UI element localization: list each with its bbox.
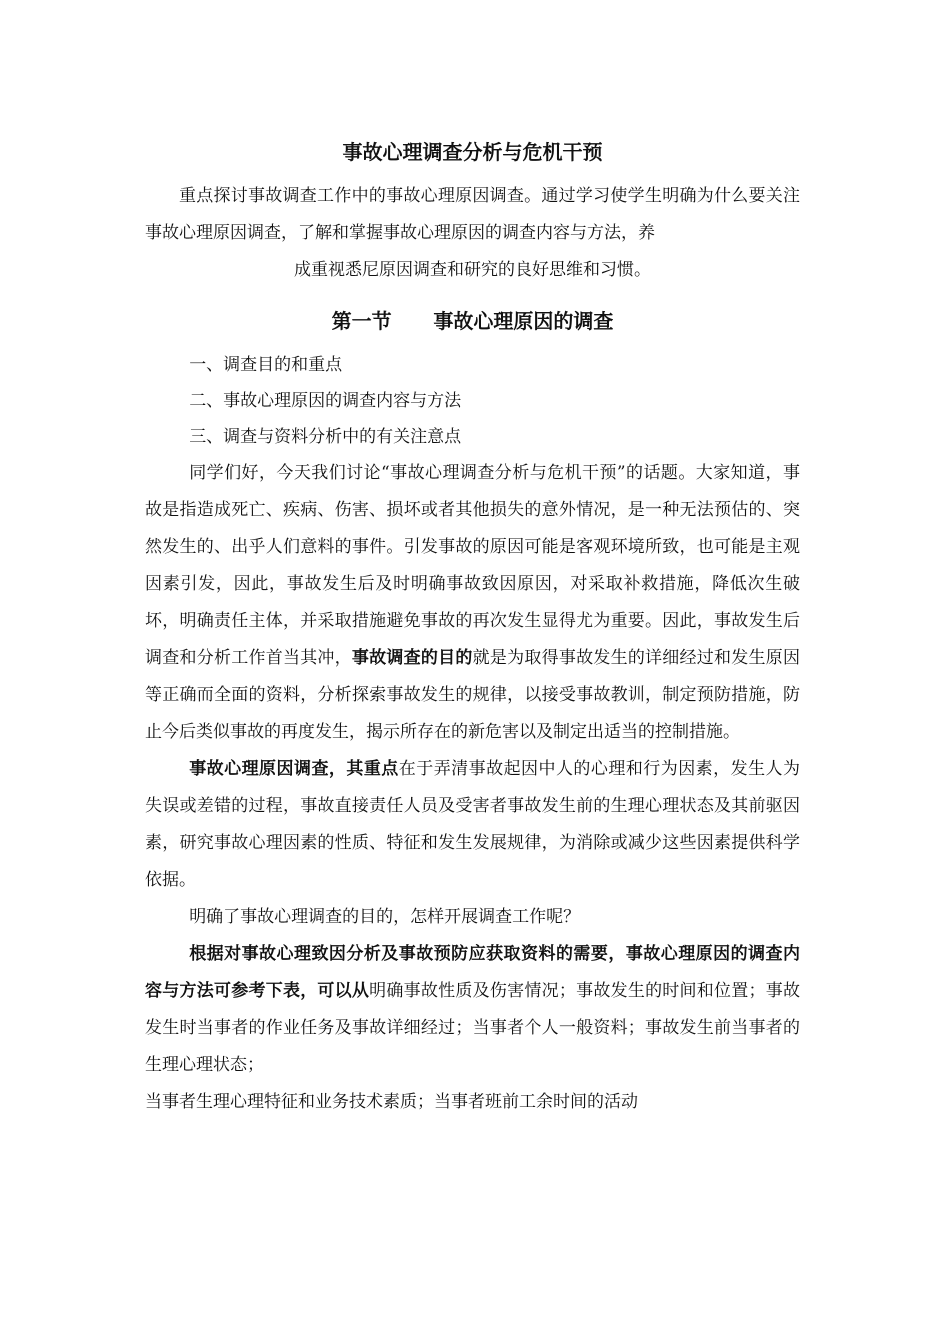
document-page xyxy=(145,132,800,1121)
intro-bold-term: 事故调查的目的 xyxy=(351,648,473,668)
method-rest: 明确事故性质及伤害情况；事故发生的时间和位置；事故发生时当事者的作业任务及事故详细经过；当事者个人一般资料；事故发生前当事者的生理心理状态； xyxy=(145,981,801,1075)
outline-item: 一、调查目的和重点 xyxy=(189,355,343,375)
focus-rest: 在于弄清事故起因中人的心理和行为因素，发生人为失误或差错的过程，事故直接责任人员及受害者事故发生前的生理心理状态及其前驱因素，研究事故心理因素的性质、特征和发生发展规律，为消除或减少这些因素提供科学依据。 xyxy=(145,759,801,890)
section-title: 第一节 事故心理原因的调查 xyxy=(331,309,614,333)
method-bold-term: 根据对事故心理致因分析及事故预防应获取资料的需要，事故心理原因的调查内容与方法可参考下表，可以从 xyxy=(145,944,800,1001)
body-paragraph-continuation: 当事者生理心理特征和业务技术素质；当事者班前工余时间的活动 xyxy=(145,1092,638,1112)
focus-bold-term: 事故心理原因调查，其重点 xyxy=(189,759,399,779)
section-outline xyxy=(145,347,800,455)
document-title: 事故心理调查分析与危机干预 xyxy=(342,140,603,164)
intro-text: 同学们好，今天我们讨论“事故心理调查分析与危机干预”的话题。大家知道，事故是指造成死亡、疾病、伤害、损坏或者其他损失的意外情况，是一种无法预估的、突然发生的、出乎人们意料的事件。引发事故的原因可能是客观环境所致，也可能是主观因素引发，因此，事故发生后及时明确事故致因原因，对采取补救措施，降低次生破坏，明确责任主体，并采取措施避免事故的再次发生显得尤为重要。因此，事故发生后调查和分析工作首当其冲， xyxy=(145,463,800,668)
abstract-paragraph xyxy=(145,172,800,289)
abstract-tail: 成重视悉尼原因调查和研究的良好思维和习惯。 xyxy=(294,260,651,280)
outline-item: 三、调查与资料分析中的有关注意点 xyxy=(189,427,462,447)
intro-rest: 就是为取得事故发生的详细经过和发生原因等正确而全面的资料，分析探索事故发生的规律，以接受事故教训，制定预防措施，防止今后类似事故的再度发生，揭示所存在的新危害以及制定出适当的控制措施。 xyxy=(145,648,801,742)
body-paragraph-intro xyxy=(145,455,800,751)
body-paragraph-method xyxy=(145,936,800,1084)
outline-item: 二、事故心理原因的调查内容与方法 xyxy=(189,391,462,411)
abstract-main: 重点探讨事故调查工作中的事故心理原因调查。通过学习使学生明确为什么要关注事故心理原因调查，了解和掌握事故心理原因的调查内容与方法，养 xyxy=(145,186,800,243)
body-paragraph-question: 明确了事故心理调查的目的，怎样开展调查工作呢？ xyxy=(189,907,581,927)
body-paragraph-focus xyxy=(145,751,800,899)
